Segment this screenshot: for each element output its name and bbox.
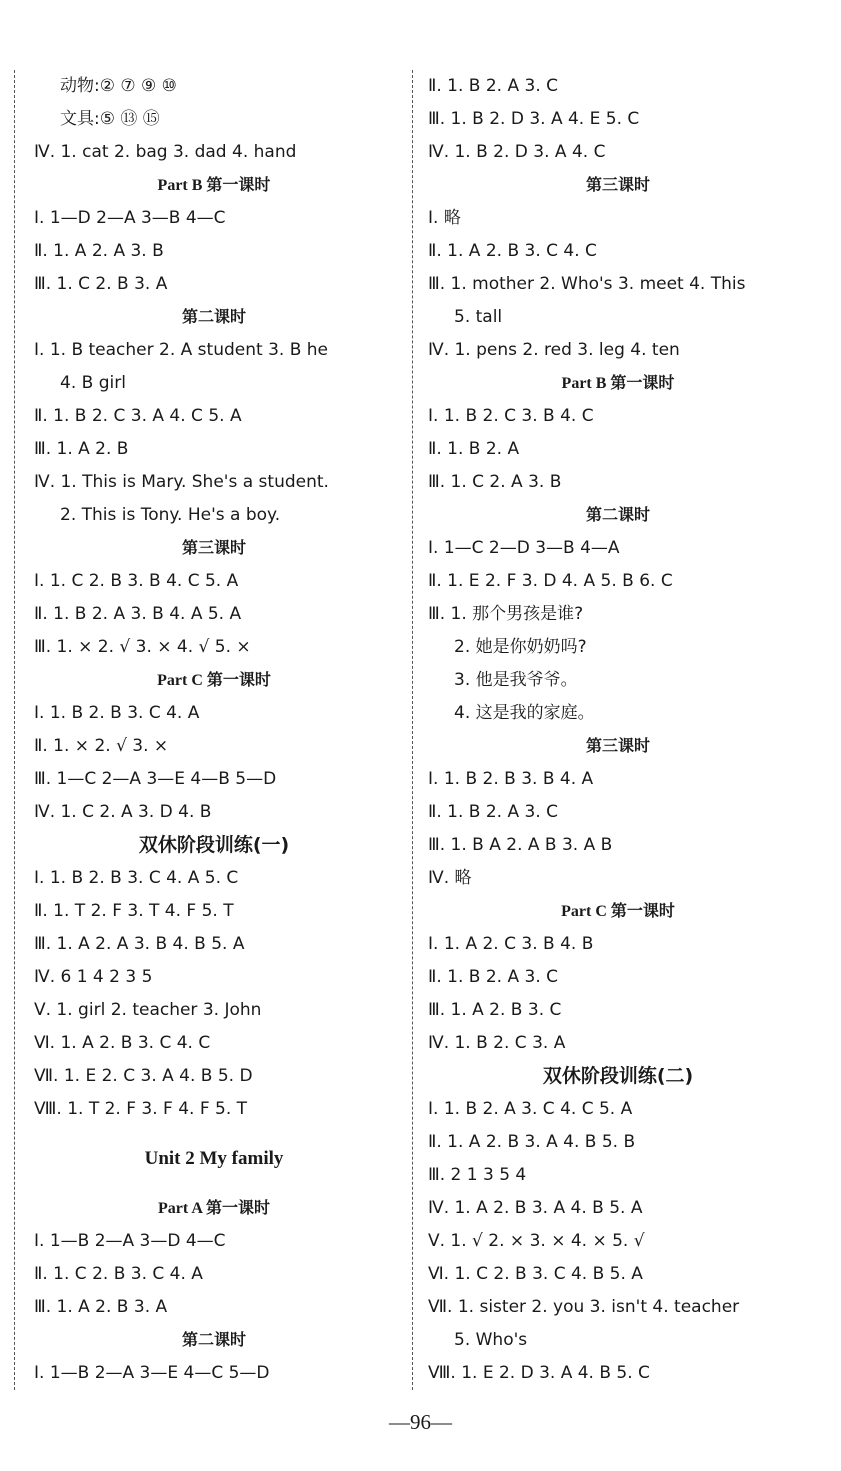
answer-line: Ⅵ. 1. A 2. B 3. C 4. C: [34, 1033, 211, 1053]
answer-line: Ⅳ. 略: [428, 868, 472, 888]
answer-line: Ⅱ. 1. × 2. √ 3. ×: [34, 736, 169, 756]
answer-line: Ⅱ. 1. B 2. A 3. C: [428, 967, 559, 987]
answer-line: Ⅶ. 1. E 2. C 3. A 4. B 5. D: [34, 1066, 253, 1086]
answer-line: Ⅲ. 2 1 3 5 4: [428, 1165, 527, 1185]
section-heading: Part B 第一课时: [157, 177, 271, 194]
answer-line: Ⅵ. 1. C 2. B 3. C 4. B 5. A: [428, 1264, 643, 1284]
answer-line: 5. tall: [454, 307, 503, 327]
answer-line: Ⅱ. 1. B 2. C 3. A 4. C 5. A: [34, 406, 242, 426]
answer-line: Ⅷ. 1. T 2. F 3. F 4. F 5. T: [34, 1099, 248, 1119]
section-heading: Part C 第一课时: [157, 672, 271, 689]
answer-line: Ⅱ. 1. B 2. A 3. B 4. A 5. A: [34, 604, 242, 624]
section-heading: 第三课时: [585, 177, 650, 194]
answer-line: Ⅱ. 1. E 2. F 3. D 4. A 5. B 6. C: [428, 571, 673, 591]
answer-line: Ⅰ. 1—D 2—A 3—B 4—C: [34, 208, 226, 228]
answer-line: Ⅰ. 略: [428, 208, 461, 228]
section-heading: 第二课时: [181, 309, 246, 326]
answer-line: Ⅰ. 1. B 2. C 3. B 4. C: [428, 406, 594, 426]
answer-line: Ⅱ. 1. C 2. B 3. C 4. A: [34, 1264, 203, 1284]
answer-line: Ⅱ. 1. B 2. A: [428, 439, 520, 459]
section-heading: 第二课时: [585, 507, 650, 524]
answer-line: Ⅲ. 1. 那个男孩是谁?: [428, 604, 584, 624]
answer-line: Ⅳ. 1. pens 2. red 3. leg 4. ten: [428, 340, 680, 360]
answer-line: Ⅰ. 1. B teacher 2. A student 3. B he: [34, 340, 328, 360]
section-heading: 第二课时: [181, 1332, 246, 1349]
answer-line: 4. 这是我的家庭。: [454, 703, 595, 723]
answer-line: Ⅰ. 1—C 2—D 3—B 4—A: [428, 538, 620, 558]
answer-line: 5. Who's: [454, 1330, 528, 1350]
left-dashed-border: [14, 70, 15, 1390]
answer-line: Ⅲ. 1—C 2—A 3—E 4—B 5—D: [34, 769, 277, 789]
right-column: [428, 70, 808, 1390]
answer-line: 2. 她是你奶奶吗?: [454, 637, 587, 657]
answer-line: Ⅲ. 1. A 2. B: [34, 439, 129, 459]
answer-line: Ⅶ. 1. sister 2. you 3. isn't 4. teacher: [428, 1297, 740, 1317]
answer-line: Ⅳ. 1. C 2. A 3. D 4. B: [34, 802, 212, 822]
answer-line: Ⅲ. 1. A 2. A 3. B 4. B 5. A: [34, 934, 245, 954]
section-heading: Part C 第一课时: [561, 903, 675, 920]
answer-line: Ⅰ. 1. B 2. B 3. B 4. A: [428, 769, 594, 789]
answer-line: 动物:② ⑦ ⑨ ⑩: [60, 76, 177, 96]
answer-line: Ⅳ. 1. This is Mary. She's a student.: [34, 472, 329, 492]
section-heading: Part B 第一课时: [561, 375, 675, 392]
answer-line: Ⅱ. 1. B 2. A 3. C: [428, 802, 559, 822]
section-heading: 双休阶段训练(一): [138, 834, 290, 856]
answer-line: 4. B girl: [60, 373, 126, 393]
answer-line: Ⅲ. 1. C 2. B 3. A: [34, 274, 168, 294]
answer-line: Ⅱ. 1. A 2. B 3. A 4. B 5. B: [428, 1132, 636, 1152]
answer-line: Ⅰ. 1—B 2—A 3—D 4—C: [34, 1231, 226, 1251]
answer-line: Ⅰ. 1. B 2. B 3. C 4. A: [34, 703, 200, 723]
answer-line: Ⅰ. 1. B 2. B 3. C 4. A 5. C: [34, 868, 239, 888]
column-divider: [412, 70, 413, 1390]
section-heading: Unit 2 My family: [144, 1148, 284, 1169]
answer-line: Ⅰ. 1. C 2. B 3. B 4. C 5. A: [34, 571, 239, 591]
answer-line: Ⅱ. 1. B 2. A 3. C: [428, 76, 559, 96]
answer-line: Ⅳ. 6 1 4 2 3 5: [34, 967, 153, 987]
answer-line: Ⅱ. 1. A 2. B 3. C 4. C: [428, 241, 597, 261]
answer-line: Ⅱ. 1. T 2. F 3. T 4. F 5. T: [34, 901, 234, 921]
answer-line: Ⅴ. 1. girl 2. teacher 3. John: [34, 1000, 262, 1020]
section-heading: 第三课时: [585, 738, 650, 755]
answer-line: Ⅳ. 1. B 2. D 3. A 4. C: [428, 142, 606, 162]
answer-line: Ⅷ. 1. E 2. D 3. A 4. B 5. C: [428, 1363, 650, 1383]
answer-line: 2. This is Tony. He's a boy.: [60, 505, 281, 525]
answer-line: Ⅲ. 1. B 2. D 3. A 4. E 5. C: [428, 109, 640, 129]
answer-line: Ⅲ. 1. A 2. B 3. C: [428, 1000, 562, 1020]
answer-line: Ⅳ. 1. B 2. C 3. A: [428, 1033, 566, 1053]
answer-line: Ⅱ. 1. A 2. A 3. B: [34, 241, 164, 261]
section-heading: 双休阶段训练(二): [542, 1065, 694, 1087]
left-column: [34, 70, 394, 1390]
page-number: —96—: [389, 1410, 452, 1434]
answer-line: Ⅲ. 1. C 2. A 3. B: [428, 472, 562, 492]
answer-line: Ⅲ. 1. A 2. B 3. A: [34, 1297, 168, 1317]
answer-line: Ⅰ. 1. A 2. C 3. B 4. B: [428, 934, 594, 954]
section-heading: 第三课时: [181, 540, 246, 557]
section-heading: Part A 第一课时: [158, 1200, 270, 1217]
answer-line: Ⅰ. 1. B 2. A 3. C 4. C 5. A: [428, 1099, 633, 1119]
answer-line: Ⅴ. 1. √ 2. × 3. × 4. × 5. √: [428, 1231, 645, 1251]
answer-line: Ⅰ. 1—B 2—A 3—E 4—C 5—D: [34, 1363, 270, 1383]
answer-line: Ⅲ. 1. × 2. √ 3. × 4. √ 5. ×: [34, 637, 251, 657]
answer-line: Ⅲ. 1. B A 2. A B 3. A B: [428, 835, 613, 855]
answer-line: Ⅳ. 1. A 2. B 3. A 4. B 5. A: [428, 1198, 643, 1218]
answer-line: 3. 他是我爷爷。: [454, 670, 578, 690]
answer-line: Ⅲ. 1. mother 2. Who's 3. meet 4. This: [428, 274, 746, 294]
answer-line: 文具:⑤ ⑬ ⑮: [60, 109, 160, 129]
answer-line: Ⅳ. 1. cat 2. bag 3. dad 4. hand: [34, 142, 297, 162]
